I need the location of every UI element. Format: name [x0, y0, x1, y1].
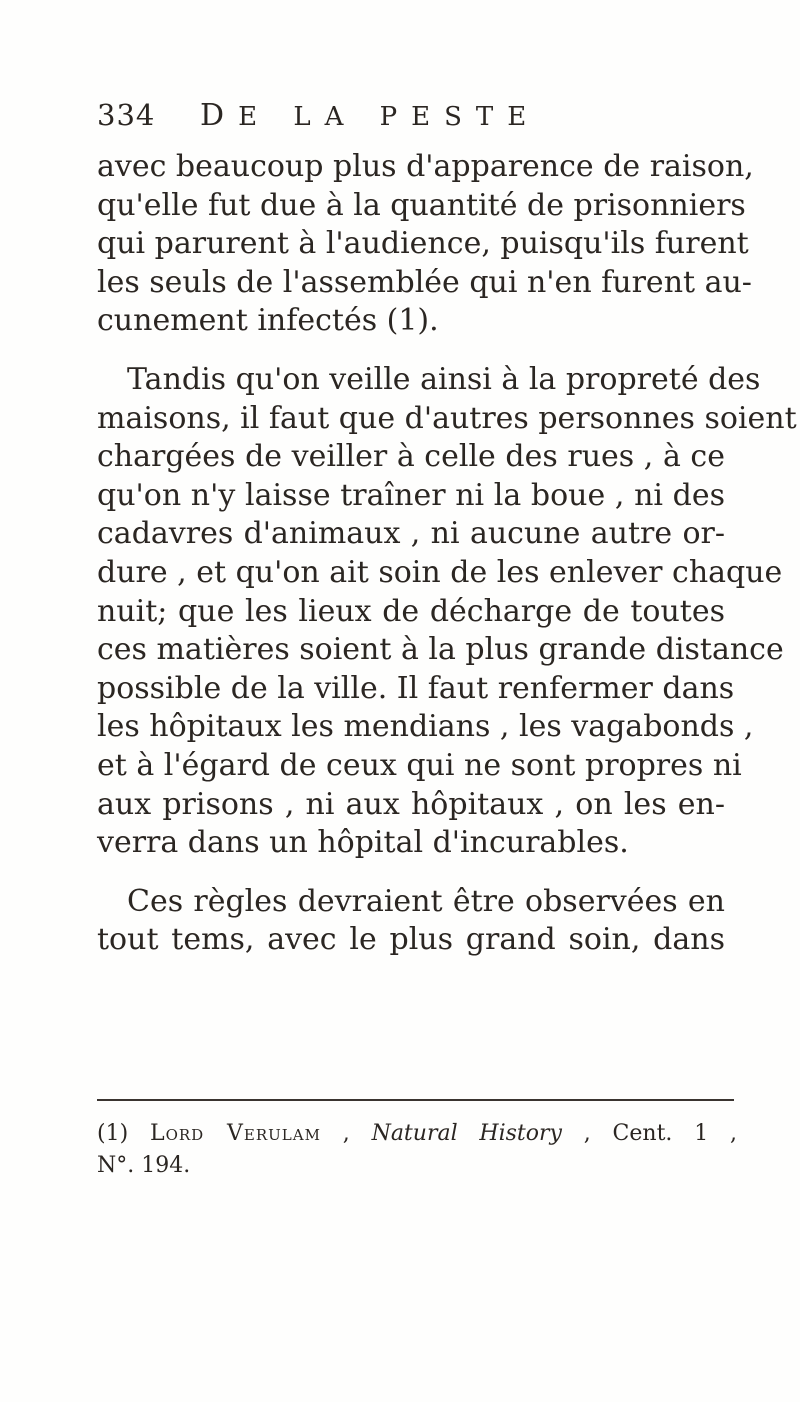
text-line: maisons, il faut que d'autres personnes soient [97, 400, 797, 436]
text-line: aux prisons , ni aux hôpitaux , on les en- [97, 786, 725, 822]
footnote-separator: , [320, 1121, 372, 1146]
footnote-marker: (1) [97, 1121, 129, 1146]
running-title-first-word-rest: E [238, 102, 272, 132]
text-line: cadavres d'animaux , ni aucune autre or- [97, 516, 725, 552]
text-line: Ces règles devraient être observées en [127, 883, 725, 919]
text-line: tout tems, avec le plus grand soin, dans [97, 922, 725, 958]
text-line: Tandis qu'on veille ainsi à la propreté des [127, 361, 761, 397]
text-line: qu'elle fut due à la quantité de prisonniers [97, 187, 746, 223]
footnote-citation: , Cent. 1 , [561, 1121, 738, 1146]
text-line: verra dans un hôpital d'incurables. [97, 825, 629, 861]
text-line: qui parurent à l'audience, puisqu'ils furent [97, 226, 749, 262]
footnote-work-title: Natural History [371, 1121, 562, 1146]
paragraph-3 [97, 883, 725, 960]
text-line: avec beaucoup plus d'apparence de raison, [97, 149, 754, 184]
text-line: possible de la ville. Il faut renfermer dans [97, 670, 735, 706]
page-number: 334 [97, 98, 156, 132]
footnote-rule [97, 1099, 734, 1101]
paragraph-2 [97, 361, 797, 863]
running-title-rest: LA PESTE [293, 102, 541, 132]
text-line: nuit; que les lieux de décharge de toutes [97, 593, 725, 629]
text-line: chargées de veiller à celle des rues , à ce [97, 439, 725, 475]
footnote [97, 1118, 737, 1182]
footnote-author: Lord Verulam [149, 1121, 321, 1146]
text-line: cunement infectés (1). [97, 303, 439, 339]
text-line: ces matières soient à la plus grande distance [97, 632, 784, 668]
running-title [200, 98, 540, 133]
paragraph-gap [97, 341, 725, 361]
running-head [97, 98, 737, 142]
running-title-initial: D [200, 98, 239, 133]
body-text [97, 148, 797, 960]
footnote-line: N°. 194. [97, 1153, 191, 1178]
text-line: les hôpitaux les mendians , les vagabonds , [97, 709, 754, 745]
paragraph-1 [97, 148, 754, 341]
text-line: qu'on n'y laisse traîner ni la boue , ni des [97, 477, 725, 513]
text-line: et à l'égard de ceux qui ne sont propres ni [97, 747, 742, 783]
text-line: dure , et qu'on ait soin de les enlever chaque [97, 554, 783, 590]
footnote-line [97, 1118, 737, 1150]
text-line: les seuls de l'assemblée qui n'en furent au- [97, 264, 752, 300]
paragraph-gap [97, 863, 725, 883]
